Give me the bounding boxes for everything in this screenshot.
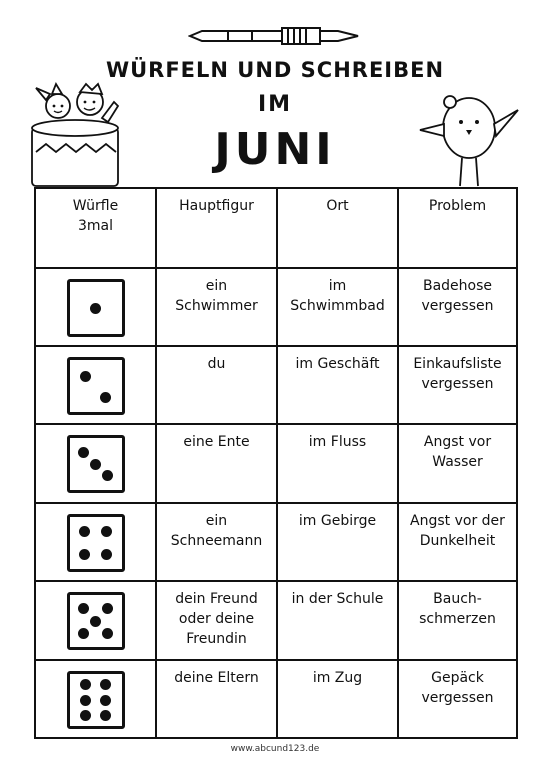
ort-cell: im Gebirge	[278, 504, 399, 582]
die-pip	[90, 459, 101, 470]
hauptfigur-cell: ein Schwimmer	[157, 269, 278, 347]
footer-url: www.abcund123.de	[230, 744, 320, 754]
die-icon	[67, 357, 125, 415]
bird-illustration	[414, 88, 524, 188]
problem-cell: Badehose vergessen	[399, 269, 516, 347]
die-pip	[80, 710, 91, 721]
die-cell	[36, 504, 157, 582]
header-ort: Ort	[278, 189, 399, 269]
problem-cell: Einkaufsliste vergessen	[399, 347, 516, 425]
hauptfigur-cell: dein Freund oder deine Freundin	[157, 582, 278, 661]
die-pip	[100, 695, 111, 706]
die-cell	[36, 269, 157, 347]
die-icon	[67, 279, 125, 337]
title-line-1: WÜRFELN UND SCHREIBEN	[105, 58, 445, 82]
ort-cell: in der Schule	[278, 582, 399, 661]
die-pip	[90, 303, 101, 314]
die-pip	[90, 616, 101, 627]
die-pip	[101, 526, 112, 537]
kids-illustration	[28, 78, 128, 188]
hauptfigur-cell: deine Eltern	[157, 661, 278, 737]
header-problem: Problem	[399, 189, 516, 269]
ort-cell: im Zug	[278, 661, 399, 737]
hauptfigur-cell: eine Ente	[157, 425, 278, 504]
die-cell	[36, 347, 157, 425]
header-wuerfle: Würfle 3mal	[36, 189, 157, 269]
die-pip	[100, 679, 111, 690]
die-cell	[36, 582, 157, 661]
hauptfigur-cell: du	[157, 347, 278, 425]
die-pip	[100, 392, 111, 403]
die-pip	[79, 526, 90, 537]
die-pip	[80, 371, 91, 382]
die-pip	[79, 549, 90, 560]
die-icon	[67, 671, 125, 729]
problem-cell: Bauch- schmerzen	[399, 582, 516, 661]
ort-cell: im Geschäft	[278, 347, 399, 425]
die-icon	[67, 592, 125, 650]
pen-icon	[188, 22, 360, 50]
die-pip	[80, 679, 91, 690]
ort-cell: im Schwimmbad	[278, 269, 399, 347]
dice-writing-table	[34, 187, 518, 739]
die-pip	[101, 549, 112, 560]
die-pip	[102, 603, 113, 614]
die-pip	[102, 470, 113, 481]
die-pip	[78, 603, 89, 614]
title-month: JUNI	[214, 124, 336, 175]
title-line-2: IM	[257, 92, 293, 117]
hauptfigur-cell: ein Schneemann	[157, 504, 278, 582]
die-icon	[67, 514, 125, 572]
die-pip	[102, 628, 113, 639]
die-cell	[36, 425, 157, 504]
die-pip	[80, 695, 91, 706]
problem-cell: Angst vor der Dunkelheit	[399, 504, 516, 582]
die-cell	[36, 661, 157, 737]
problem-cell: Angst vor Wasser	[399, 425, 516, 504]
die-pip	[78, 628, 89, 639]
ort-cell: im Fluss	[278, 425, 399, 504]
die-pip	[78, 447, 89, 458]
header-hauptfigur: Hauptfigur	[157, 189, 278, 269]
die-icon	[67, 435, 125, 493]
problem-cell: Gepäck vergessen	[421, 670, 494, 706]
die-pip	[100, 710, 111, 721]
